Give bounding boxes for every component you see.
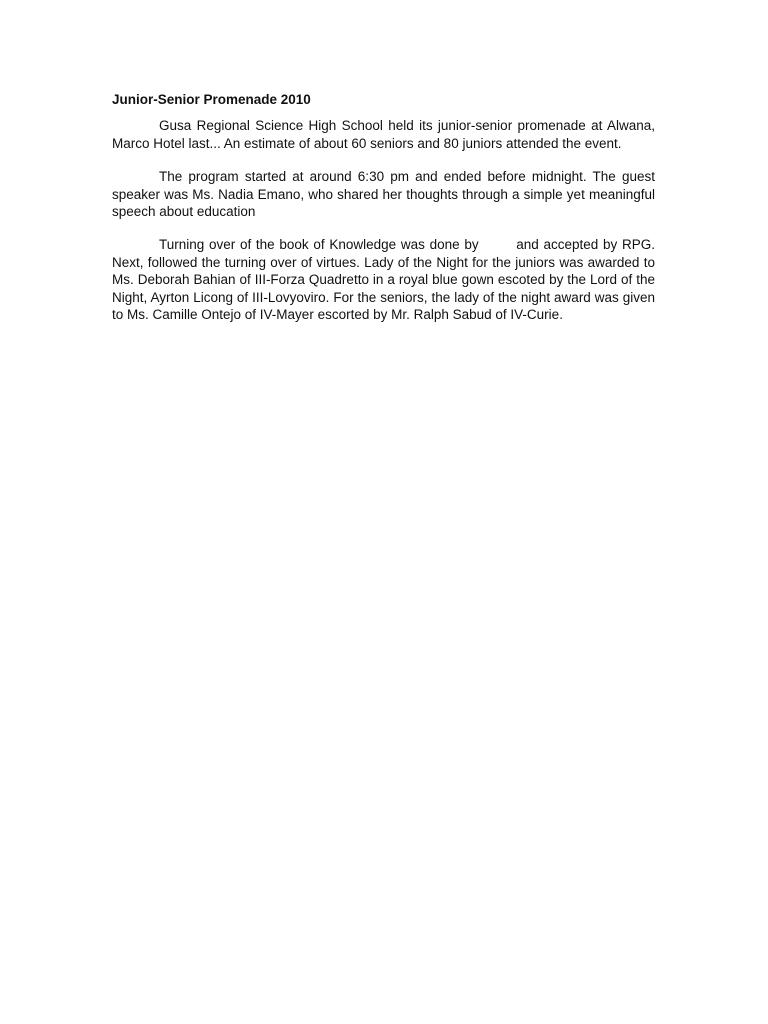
- document-body: [112, 91, 655, 339]
- paragraph-2: The program started at around 6:30 pm and ended before midnight. The guest speaker was Ms. Nadia Emano, who shared her thoughts through a simple yet meaningful speech about education: [112, 169, 655, 220]
- paragraph-3: Turning over of the book of Knowledge was done by and accepted by RPG. Next, followed the turning over of virtues. Lady of the Night for the juniors was awarded to Ms. Deborah Bahian of III-Forza Quadretto in a royal blue gown escoted by the Lord of the Night, Ayrton Licong of III-Lovyoviro. For the seniors, the lady of the night award was given to Ms. Camille Ontejo of IV-Mayer escorted by Mr. Ralph Sabud of IV-Curie.: [112, 237, 655, 323]
- paragraph-1: Gusa Regional Science High School held its junior-senior promenade at Alwana, Marco Hotel last... An estimate of about 60 seniors and 80 juniors attended the event.: [112, 118, 655, 151]
- document-title: Junior-Senior Promenade 2010: [112, 92, 311, 107]
